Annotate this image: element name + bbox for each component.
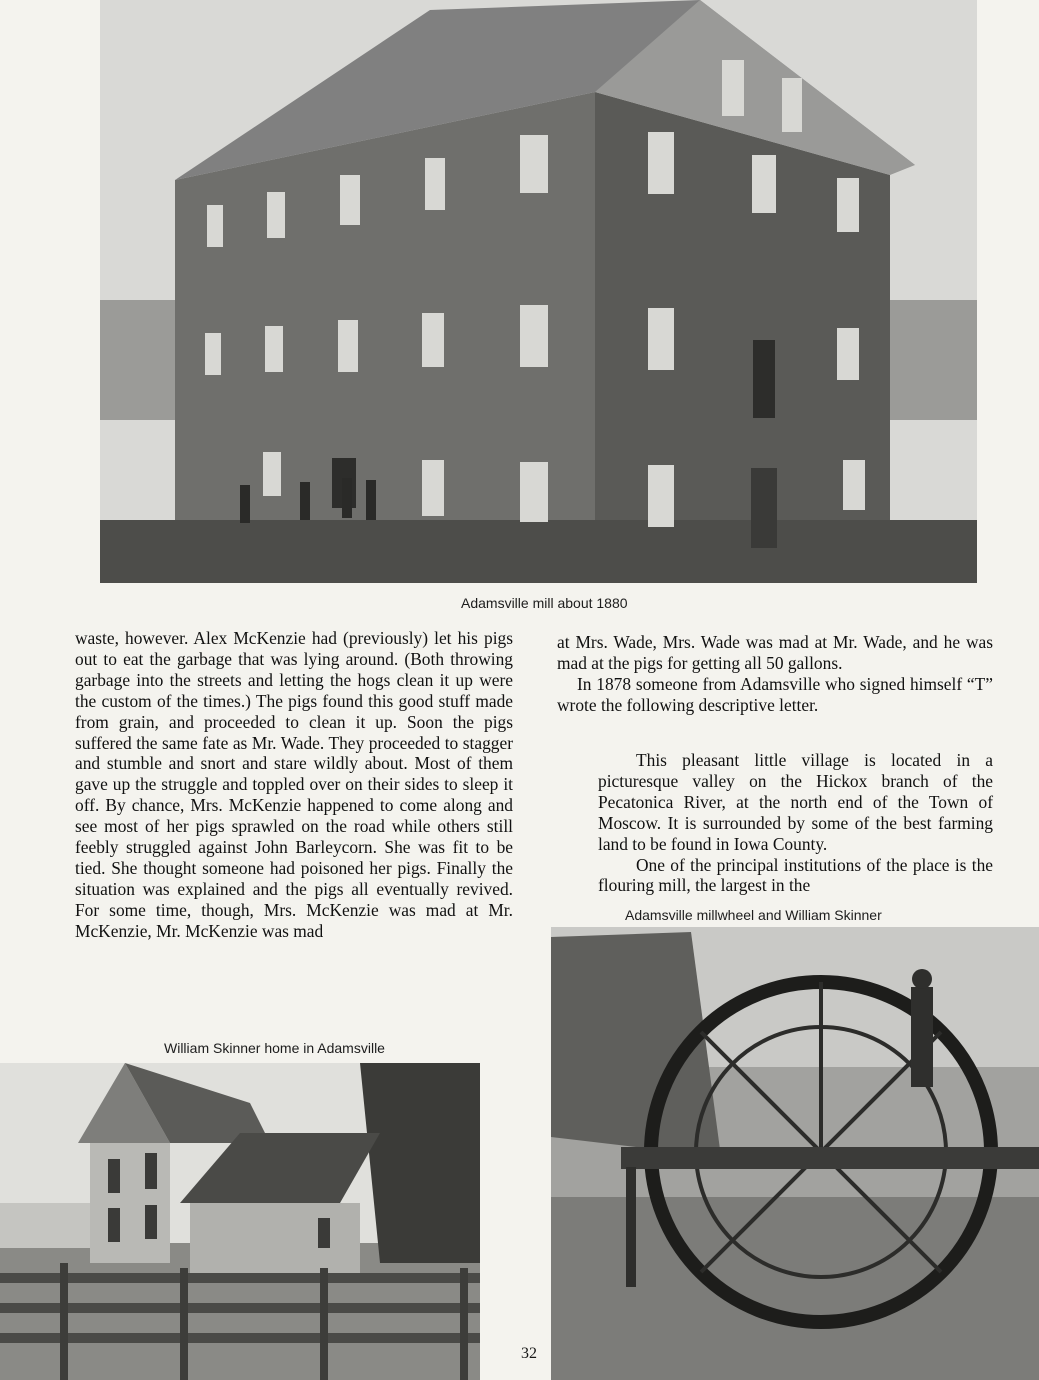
millwheel-photo bbox=[551, 927, 1039, 1380]
mill-photo bbox=[100, 0, 977, 583]
mill-photo-caption: Adamsville mill about 1880 bbox=[461, 595, 628, 611]
left-text-column bbox=[75, 628, 513, 942]
home-illustration bbox=[0, 1063, 480, 1380]
right-text-column bbox=[557, 632, 993, 716]
letter-quote-paragraph-2: One of the principal institutions of the place is the flouring mill, the largest in the bbox=[598, 854, 993, 896]
page-number: 32 bbox=[521, 1345, 537, 1362]
right-paragraph-1: at Mrs. Wade, Mrs. Wade was mad at Mr. Wade, and he was mad at the pigs for getting all 50 gallons. bbox=[557, 632, 993, 673]
millwheel-photo-caption: Adamsville millwheel and William Skinner bbox=[625, 907, 882, 923]
left-paragraph: waste, however. Alex McKenzie had (previously) let his pigs out to eat the garbage that was lying around. (Both throwing garbage into the streets and letting the hogs clean it up were the custom of the times.) The pigs found this good stuff made from grain, and proceeded to clean it up. Soon the pigs suffered the same fate as Mr. Wade. They proceeded to stagger and stumble and snort and stare wildly about. Most of them gave up the struggle and toppled over on their sides to sleep it off. By chance, Mrs. McKenzie happened to come along and see most of her pigs sprawled on the road while others still feebly struggled against John Barleycorn. She was fit to be tied. She thought someone had poisoned her pigs. Finally the situation was explained and the pigs all eventually revived. For some time, though, Mrs. McKenzie was mad at Mr. McKenzie, Mr. McKenzie was mad bbox=[75, 628, 513, 941]
home-photo bbox=[0, 1063, 480, 1380]
letter-quote-paragraph-1: This pleasant little village is located in a picturesque valley on the Hickox branch of the Pecatonica River, at the north end of the Town of Moscow. It is surrounded by some of the best farming land to be found in Iowa County. bbox=[598, 750, 993, 854]
mill-illustration bbox=[100, 0, 977, 583]
right-paragraph-2: In 1878 someone from Adamsville who signed himself “T” wrote the following descriptive letter. bbox=[557, 673, 993, 715]
letter-quote bbox=[598, 750, 993, 896]
home-photo-caption: William Skinner home in Adamsville bbox=[164, 1040, 385, 1056]
millwheel-illustration bbox=[551, 927, 1039, 1380]
